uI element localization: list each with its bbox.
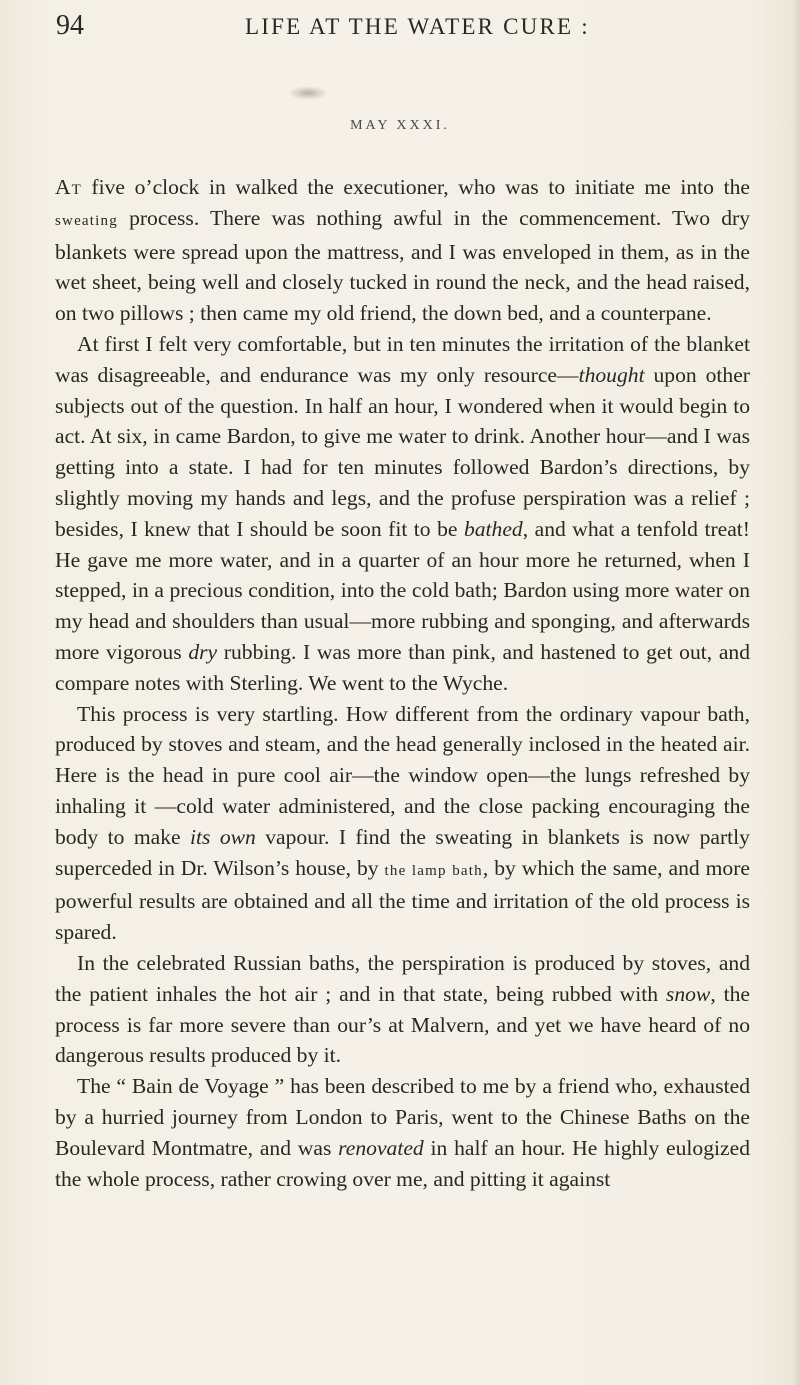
section-heading: MAY XXXI. xyxy=(350,118,450,133)
paragraph-4-text-a: In the celebrated Russian baths, the perspiration is produced by stoves, and the patient inhales the hot air ; and in that state, being rubbed with xyxy=(55,950,750,1006)
paragraph-2-text-a: At first I felt very comfortable, but in ten minutes the irritation of the blanket was disagreeable, and endurance was my only resource— xyxy=(55,331,750,387)
paragraph-5-italic: renovated xyxy=(338,1135,424,1160)
paragraph-3-text-b: vapour. I find the sweating in blankets is now partly superceded in Dr. Wilson’s house, by xyxy=(55,824,750,880)
page-number: 94 xyxy=(56,10,84,41)
paragraph-4 xyxy=(55,948,750,1071)
paragraph-1-lead: At xyxy=(55,175,82,199)
paragraph-2-text-c: , and what a tenfold treat! He gave me more water, and in a quarter of an hour more he returned, when I stepped, in a precious condition, into the cold bath; Bardon using more water on my head and shoulders than usual—more rubbing and sponging, and afterwards more vigorous xyxy=(55,516,750,664)
paragraph-3-italic: its own xyxy=(190,824,256,849)
paragraph-1-text-b: process. There was nothing awful in the commencement. Two dry blankets were spread upon the mattress, and I was enveloped in them, as in the wet sheet, being well and closely tucked in round the neck, and the head raised, on two pillows ; then came my old friend, the down bed, and a counterpane. xyxy=(55,205,750,326)
paragraph-2 xyxy=(55,329,750,699)
paragraph-2-italic-a: thought xyxy=(578,362,645,387)
paragraph-5-text-b: in half an hour. He highly eulogized the whole process, rather crowing over me, and pitting it against xyxy=(55,1135,750,1191)
paragraph-3-smallcaps: the lamp bath xyxy=(384,862,483,879)
running-head: LIFE AT THE WATER CURE : xyxy=(245,14,590,39)
paragraph-2-text-b: upon other subjects out of the question. In half an hour, I wondered when it would begin to act. At six, in came Bardon, to give me water to drink. Another hour—and I was getting into a state. I had for ten minutes followed Bardon’s directions, by slightly moving my hands and legs, and the profuse perspiration was a relief ; besides, I knew that I should be soon fit to be xyxy=(55,362,750,541)
paragraph-3-text-c: , by which the same, and more powerful results are obtained and all the time and irritation of the old process is spared. xyxy=(55,855,750,945)
page-edge-shadow xyxy=(792,0,800,1385)
paragraph-2-italic-c: dry xyxy=(188,639,218,664)
paragraph-1-smallcaps: sweating xyxy=(55,212,118,229)
paragraph-5 xyxy=(55,1071,750,1194)
page-header xyxy=(0,6,800,46)
paragraph-3-text-a: This process is very startling. How different from the ordinary vapour bath, produced by stoves and steam, and the head generally inclosed in the heated air. Here is the head in pure cool air—the window open—the lungs refreshed by inhaling it —cold water administered, and the close packing encouraging the body to make xyxy=(55,701,750,849)
paragraph-3 xyxy=(55,699,750,948)
ink-blot xyxy=(288,86,328,100)
body-text xyxy=(55,172,750,1194)
paragraph-5-text-a: The “ Bain de Voyage ” has been described to me by a friend who, exhausted by a hurried journey from London to Paris, went to the Chinese Baths on the Boulevard Montmatre, and was xyxy=(55,1074,750,1160)
paragraph-4-italic: snow xyxy=(665,981,711,1006)
paragraph-1 xyxy=(55,172,750,329)
paragraph-2-italic-b: bathed xyxy=(463,516,523,541)
paragraph-4-text-b: , the process is far more severe than our’s at Malvern, and yet we have heard of no dangerous results produced by it. xyxy=(55,981,750,1068)
paragraph-1-text-a: five o’clock in walked the executioner, who was to initiate me into the xyxy=(81,175,750,199)
paragraph-2-text-d: rubbing. I was more than pink, and hastened to get out, and compare notes with Sterling. We went to the Wyche. xyxy=(55,639,750,695)
